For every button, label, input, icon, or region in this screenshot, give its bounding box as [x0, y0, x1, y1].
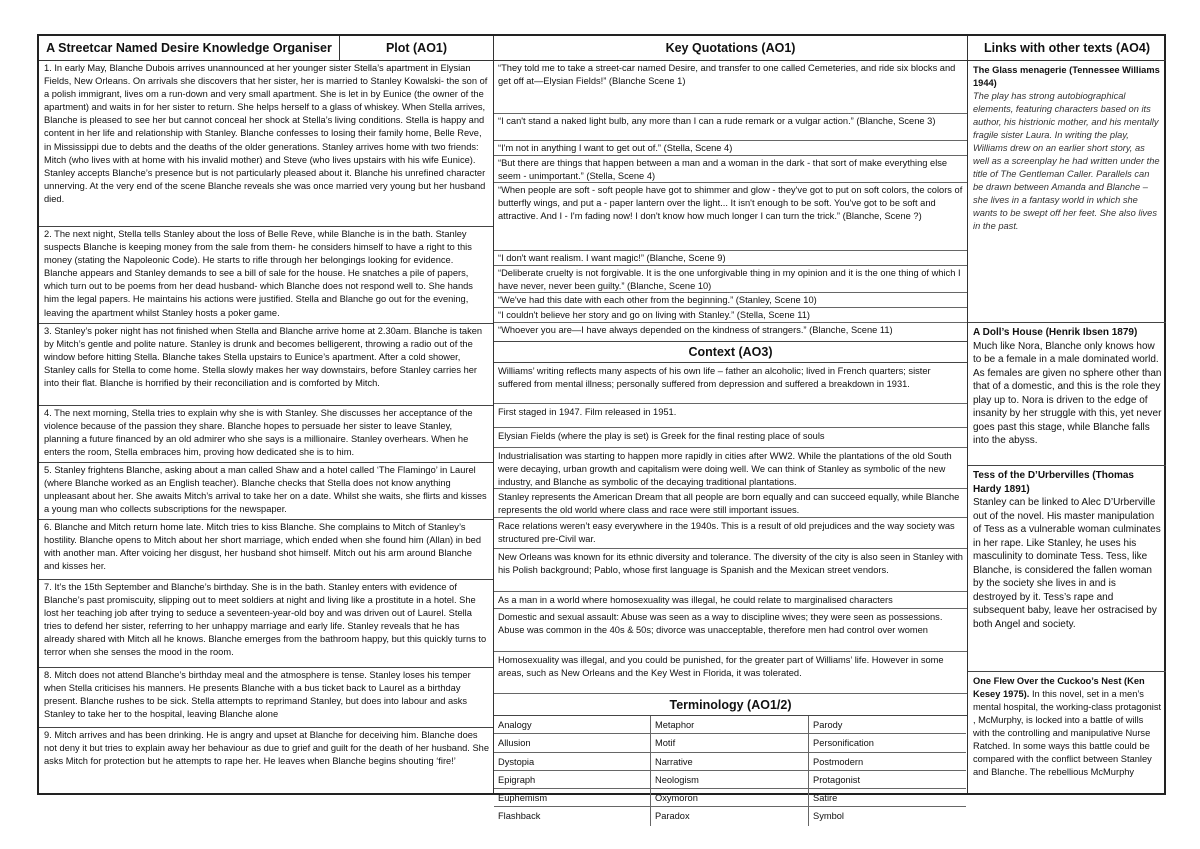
- links-header: [968, 36, 1166, 61]
- term-cell: Personification: [809, 734, 966, 752]
- link-text: The play has strong autobiographical elements, featuring characters based on its author, his histrionic mother, and his mentally fragile sister Laura. In writing the play, Williams drew on an earlier short story, as well as a screenplay he had written under the title of The Gentleman Caller. Parallels can be drawn between Amanda and Blanche – she lives in a fantasy world in which she wants to be swept off her feet. She also lives in the past.: [973, 91, 1160, 231]
- term-cell: Motif: [651, 734, 809, 752]
- link-text: Much like Nora, Blanche only knows how to be a female in a male dominated world. As females are given no sphere other than that of a domestic, and this is the role they play up to. Nora is driven to the edge of insanity by her struggle with this, yet never goes past this stage, while Blanche falls into the abyss.: [973, 340, 1162, 446]
- links-column: [968, 36, 1166, 793]
- plot-scene-9: 9. Mitch arrives and has been drinking. He is angry and upset at Blanche for deceiving him. Blanche does not deny it but tries to explain away her behaviour as due to grief and guilt for the death of her husband. She asks Mitch for protection but he attempts to rape her. He leaves when Blanche begins shouting ‘fire!’: [44, 730, 489, 767]
- term-cell: Analogy: [494, 716, 651, 734]
- link-text: In this novel, set in a men’s mental hospital, the working-class protagonist , McMurphy, is locked into a battle of wills with the controlling and manipulative Nurse Ratched. In some ways this battle could be compared with the conflict between Stanley and Blanche. The rebellious McMurphy: [973, 689, 1162, 777]
- term-cell: Satire: [809, 789, 966, 807]
- quote-item: “I couldn't believe her story and go on living with Stanley.” (Stella, Scene 11): [494, 308, 967, 323]
- context-item: Williams’ writing reflects many aspects of his own life – father an alcoholic; lived in French quarters; sister suffered from mental illness; personally suffered from depression and suffered a breakdown in 1931.: [494, 363, 967, 404]
- quote-item: “But there are things that happen between a man and a woman in the dark - that sort of make everything else seem - unimportant.” (Stella, Scene 4): [494, 156, 967, 183]
- link-text: Stanley can be linked to Alec D’Urberville out of the novel. His master manipulation of Tess as a vulnerable woman culminates in her rape. Like Stanley, he uses his masculinity to dominate Tess. Tess, like Blanche, is considered the fallen woman by the society she lives in and is destroyed by it. Tess’s rape and subsequent baby, leave her ostracised by both Angel and society.: [973, 497, 1161, 630]
- terminology-grid: [494, 716, 967, 826]
- term-cell: Symbol: [813, 811, 845, 822]
- quote-item: “They told me to take a street-car named Desire, and transfer to one called Cemeteries, and ride six blocks and get off at—Elysian Fields!” (Blanche Scene 1): [494, 61, 967, 114]
- terminology-heading: Terminology (AO1/2): [494, 694, 967, 716]
- plot-scene-4: 4. The next morning, Stella tries to explain why she is with Stanley. She discusses her acceptance of the violence because of the passion they share. Blanche hopes to persuade her sister to leave Stanley, planning a future financed by an old admirer who she says is a millionaire. Stanley overhears. When he enters the room, Stella embraces him, proving how dedicated she is to him.: [39, 406, 493, 463]
- context-item: Homosexuality was illegal, and you could be punished, for the greater part of Williams’ life. However in some areas, such as New Orleans and the Key West in Florida, it was tolerated.: [494, 652, 967, 694]
- quote-item: “I'm not in anything I want to get out of.” (Stella, Scene 4): [494, 141, 967, 156]
- quotes-header: [494, 36, 967, 61]
- quote-item: “I can't stand a naked light bulb, any more than I can a rude remark or a vulgar action.” (Blanche, Scene 3): [494, 114, 967, 141]
- plot-heading: Plot (AO1): [385, 41, 448, 55]
- link-title: The Glass menagerie (Tennessee Williams 1944): [973, 65, 1160, 88]
- link-tess: [968, 465, 1166, 671]
- term-cell: Neologism: [651, 771, 809, 789]
- quote-item: “Deliberate cruelty is not forgivable. It is the one unforgivable thing in my opinion and it is the one thing of which I have never, never been guilty.” (Blanche, Scene 10): [494, 266, 967, 293]
- quote-item: “Whoever you are—I have always depended on the kindness of strangers.” (Blanche, Scene 11): [498, 325, 893, 335]
- plot-header: [39, 36, 493, 61]
- context-item: Stanley represents the American Dream that all people are born equally and can succeed equally, while Blanche represents the old world where class and race were still important issues.: [494, 489, 967, 518]
- term-cell: Metaphor: [651, 716, 809, 734]
- plot-scene-7: 7. It’s the 15th September and Blanche’s birthday. She is in the bath. Stanley enters with evidence of Blanche’s past promiscuity, slipping out to meet soldiers at night and living like a prostitute in a hotel. She lost her teaching job after trying to seduce a seventeen-year-old boy and was driven out of Laurel. Stella tries to defend her sister, referring to her unhappy marriage and early life. Stanley reveals that he has already shared with Mitch all he knows. Blanche emerges from the bathroom happy, but this quickly turns to terror when she senses the mood in the room.: [39, 580, 493, 668]
- quote-item: “When people are soft - soft people have got to shimmer and glow - they've got to put on soft colors, the colors of butterfly wings, and put a - paper lantern over the light... It isn't enough to be soft. You've got to be soft and attractive. And I - I'm fading now! I don't know how much longer I can turn the trick.” (Blanche, Scene ?): [494, 183, 967, 251]
- link-dolls-house: [968, 322, 1166, 465]
- plot-column: [39, 36, 494, 793]
- plot-scene-6: 6. Blanche and Mitch return home late. Mitch tries to kiss Blanche. She complains to Mitch of Stanley’s hostility. Blanche opens to Mitch about her short marriage, which ended when she found him (Allan) in bed with another man. After voicing her disgust, her husband shot himself. Mitch out his arm around Blanche and kisses her.: [39, 520, 493, 580]
- plot-scene-8: 8. Mitch does not attend Blanche’s birthday meal and the atmosphere is tense. Stanley loses his temper when Stella criticises his manners. He presents Blanche with a bus ticket back to Laurel as a birthday present. Blanche rushes to be sick. Stella attempts to reprimand Stanley, but does into labour and asks Stanley to take her to the hospital, leaving Blanche alone: [39, 668, 493, 728]
- plot-scene-3: 3. Stanley’s poker night has not finished when Stella and Blanche arrive home at 2.30am. Blanche is taken by Mitch’s gentle and polite nature. Stanley is drunk and becomes belligerent, throwing a radio out of the window before hitting Stella. Blanche takes Stella upstairs to Eunice’s apartment. After a cold shower, Stanley calls for Stella to come home. Stella slowly makes her way downstairs, before Stanley carries her into their flat. Blanche is horrified by their reconciliation and is comforted by Mitch.: [39, 324, 493, 406]
- context-item: New Orleans was known for its ethnic diversity and tolerance. The diversity of the city is also seen in Stanley with his Polish background; Pablo, whose first language is Spanish and the Mexican street vendors.: [494, 549, 967, 592]
- knowledge-organiser: [37, 34, 1166, 822]
- term-cell: Epigraph: [494, 771, 651, 789]
- plot-scene-5: 5. Stanley frightens Blanche, asking about a man called Shaw and a hotel called ‘The Flamingo’ in Laurel (where Blanche worked as an English teacher). Blanche checks that Stella does not know anything unpleasant about her. She awaits Mitch’s arrival to take her on a date. Whilst she waits, she flirts and kisses a young man who collects subscriptions for the newspaper.: [39, 463, 493, 520]
- term-cell: Flashback: [494, 807, 651, 825]
- context-item: As a man in a world where homosexuality was illegal, he could relate to marginalised characters: [494, 592, 967, 609]
- links-heading: Links with other texts (AO4): [984, 41, 1150, 55]
- link-cuckoo: [968, 671, 1166, 795]
- context-item: First staged in 1947. Film released in 1951.: [494, 404, 967, 428]
- link-title: Tess of the D’Urbervilles (Thomas Hardy 1891): [973, 470, 1134, 495]
- context-heading: Context (AO3): [494, 341, 967, 363]
- quote-item: “We've had this date with each other from the beginning.” (Stanley, Scene 10): [494, 293, 967, 308]
- term-cell: Parody: [809, 716, 966, 734]
- term-cell: Protagonist: [809, 771, 966, 789]
- context-item: Industrialisation was starting to happen more rapidly in cities after WW2. While the plantations of the old South were decaying, urban growth and capitalism were doing well. We can think of Stanley as symbolic of the new industry, and Blanche as symbolic of the decaying traditional plantations.: [494, 448, 967, 489]
- term-cell: Postmodern: [809, 753, 966, 771]
- context-item: Elysian Fields (where the play is set) is Greek for the final resting place of souls: [494, 428, 967, 448]
- quote-item: “I don't want realism. I want magic!” (Blanche, Scene 9): [494, 251, 967, 266]
- link-title: One Flew Over the Cuckoo’s Nest (Ken Kesey 1975).: [973, 676, 1145, 699]
- link-title: A Doll’s House (Henrik Ibsen 1879): [973, 327, 1138, 338]
- context-item: Domestic and sexual assault: Abuse was seen as a way to discipline wives; they were seen as possessions. Abuse was common in the 40s & 50s; divorce was unacceptable, therefore men had control over women: [494, 609, 967, 652]
- plot-scene-2: 2. The next night, Stella tells Stanley about the loss of Belle Reve, while Blanche is in the bath. Stanley suspects Blanche is keeping money from the sale from them- he considers himself to have a right to this money (stating the Napoleonic Code). He starts to rifle through her belongings looking for evidence. Blanche appears and Stanley demands to see a bill of sale for the house. He snatches a pile of papers, which turn out to be poems from her dead husband- which Blanche does not respond well to. She hands him the legal papers. He maintains his actions were justified. Stella and Blanche go out for the evening, leaving the apartment whilst Stanley hosts a poker game.: [39, 227, 493, 324]
- term-cell: Allusion: [494, 734, 651, 752]
- link-glass-menagerie: [968, 61, 1166, 322]
- page-title: A Streetcar Named Desire Knowledge Organiser: [39, 36, 340, 60]
- quotes-heading: Key Quotations (AO1): [665, 41, 796, 55]
- quotes-column: [494, 36, 968, 822]
- term-cell: Oxymoron: [651, 789, 809, 807]
- term-cell: Paradox: [651, 807, 809, 825]
- plot-scene-1: 1. In early May, Blanche Dubois arrives unannounced at her younger sister Stella’s apartment in Elysian Fields, New Orleans. On arrivals she discovers that her sister, her is married to Stanley Kowalski- the son of a polish immigrant, lives om a run-down and very small apartment. She is let in by Eunice (the owner of the apartment) and waits in for her sister to return. She helps herself to a glass of whiskey. When Stella arrives, Blanche is pleased to see her but cannot conceal her shock at Stella’s living conditions. Stella is happy and content in her life and relationship with Stanley. Blanche confesses to losing their family home, Belle Reve, in Mississippi due to debts and the deaths of the older generations. Stanley arrives home with two friends: Mitch (who lives with at home with his invalid mother) and Steve (who lives upstairs with his wife Eunice). Stanley accepts Blanche’s presence but is not particularly pleased about it. Blanche his unrefined character unnerving. At the very end of the scene Blanche reveals she was once married very young but her husband died.: [39, 61, 493, 227]
- term-cell: Dystopia: [494, 753, 651, 771]
- term-cell: Narrative: [651, 753, 809, 771]
- context-item: Race relations weren’t easy everywhere in the 1940s. This is a result of old prejudices and the way society was structured pre-Civil war.: [494, 518, 967, 549]
- term-cell: Euphemism: [494, 789, 651, 807]
